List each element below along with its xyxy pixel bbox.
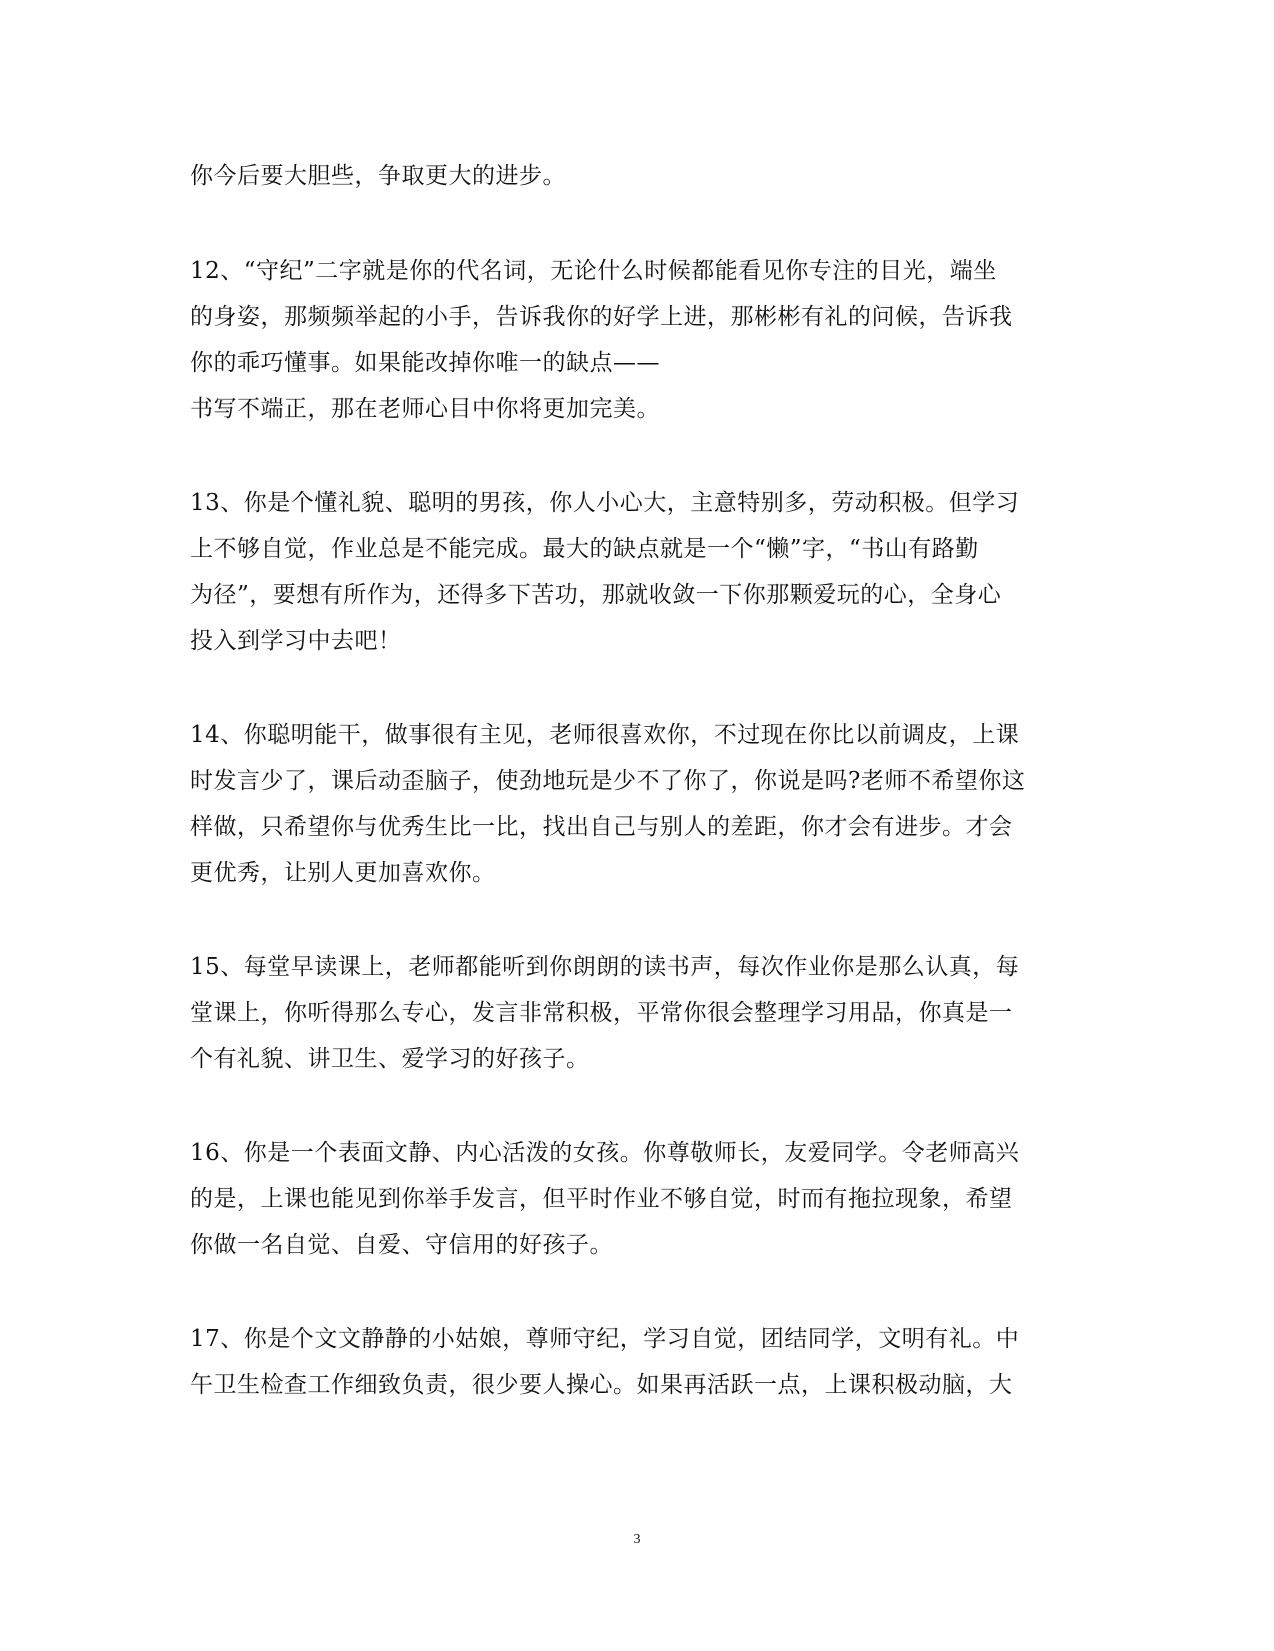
page-number: 3 bbox=[633, 1532, 641, 1547]
text-line: 时发言少了，课后动歪脑子，使劲地玩是少不了你了，你说是吗?老师不希望你这 bbox=[190, 768, 1026, 794]
text-line: 16、你是一个表面文静、内心活泼的女孩。你尊敬师长，友爱同学。令老师高兴 bbox=[190, 1140, 1020, 1166]
text-line: 的身姿，那频频举起的小手，告诉我你的好学上进，那彬彬有礼的问候，告诉我 bbox=[190, 304, 1013, 330]
text-line: 为径”，要想有所作为，还得多下苦功，那就收敛一下你那颗爱玩的心，全身心 bbox=[190, 582, 1002, 608]
text-line: 17、你是个文文静静的小姑娘，尊师守纪，学习自觉，团结同学，文明有礼。中 bbox=[190, 1326, 1020, 1352]
text-line: 你今后要大胆些，争取更大的进步。 bbox=[190, 163, 566, 189]
text-line: 个有礼貌、讲卫生、爱学习的好孩子。 bbox=[190, 1046, 590, 1072]
text-line: 你做一名自觉、自爱、守信用的好孩子。 bbox=[190, 1232, 613, 1258]
text-line: 你的乖巧懂事。如果能改掉你唯一的缺点—— bbox=[190, 350, 660, 376]
text-line: 样做，只希望你与优秀生比一比，找出自己与别人的差距，你才会有进步。才会 bbox=[190, 814, 1013, 840]
text-line: 上不够自觉，作业总是不能完成。最大的缺点就是一个“懒”字，“书山有路勤 bbox=[190, 536, 979, 562]
text-line: 投入到学习中去吧！ bbox=[190, 628, 402, 654]
text-line: 15、每堂早读课上，老师都能听到你朗朗的读书声，每次作业你是那么认真，每 bbox=[190, 954, 1020, 980]
text-line: 午卫生检查工作细致负责，很少要人操心。如果再活跃一点，上课积极动脑，大 bbox=[190, 1372, 1013, 1398]
text-line: 的是，上课也能见到你举手发言，但平时作业不够自觉，时而有拖拉现象，希望 bbox=[190, 1186, 1013, 1212]
text-line: 13、你是个懂礼貌、聪明的男孩，你人小心大，主意特别多，劳动积极。但学习 bbox=[190, 490, 1020, 516]
text-line: 12、“守纪”二字就是你的代名词，无论什么时候都能看见你专注的目光，端坐 bbox=[190, 258, 997, 284]
text-line: 14、你聪明能干，做事很有主见，老师很喜欢你，不过现在你比以前调皮，上课 bbox=[190, 722, 1020, 748]
text-line: 堂课上，你听得那么专心，发言非常积极，平常你很会整理学习用品，你真是一 bbox=[190, 1000, 1013, 1026]
text-line: 书写不端正，那在老师心目中你将更加完美。 bbox=[190, 396, 660, 422]
text-line: 更优秀，让别人更加喜欢你。 bbox=[190, 860, 496, 886]
